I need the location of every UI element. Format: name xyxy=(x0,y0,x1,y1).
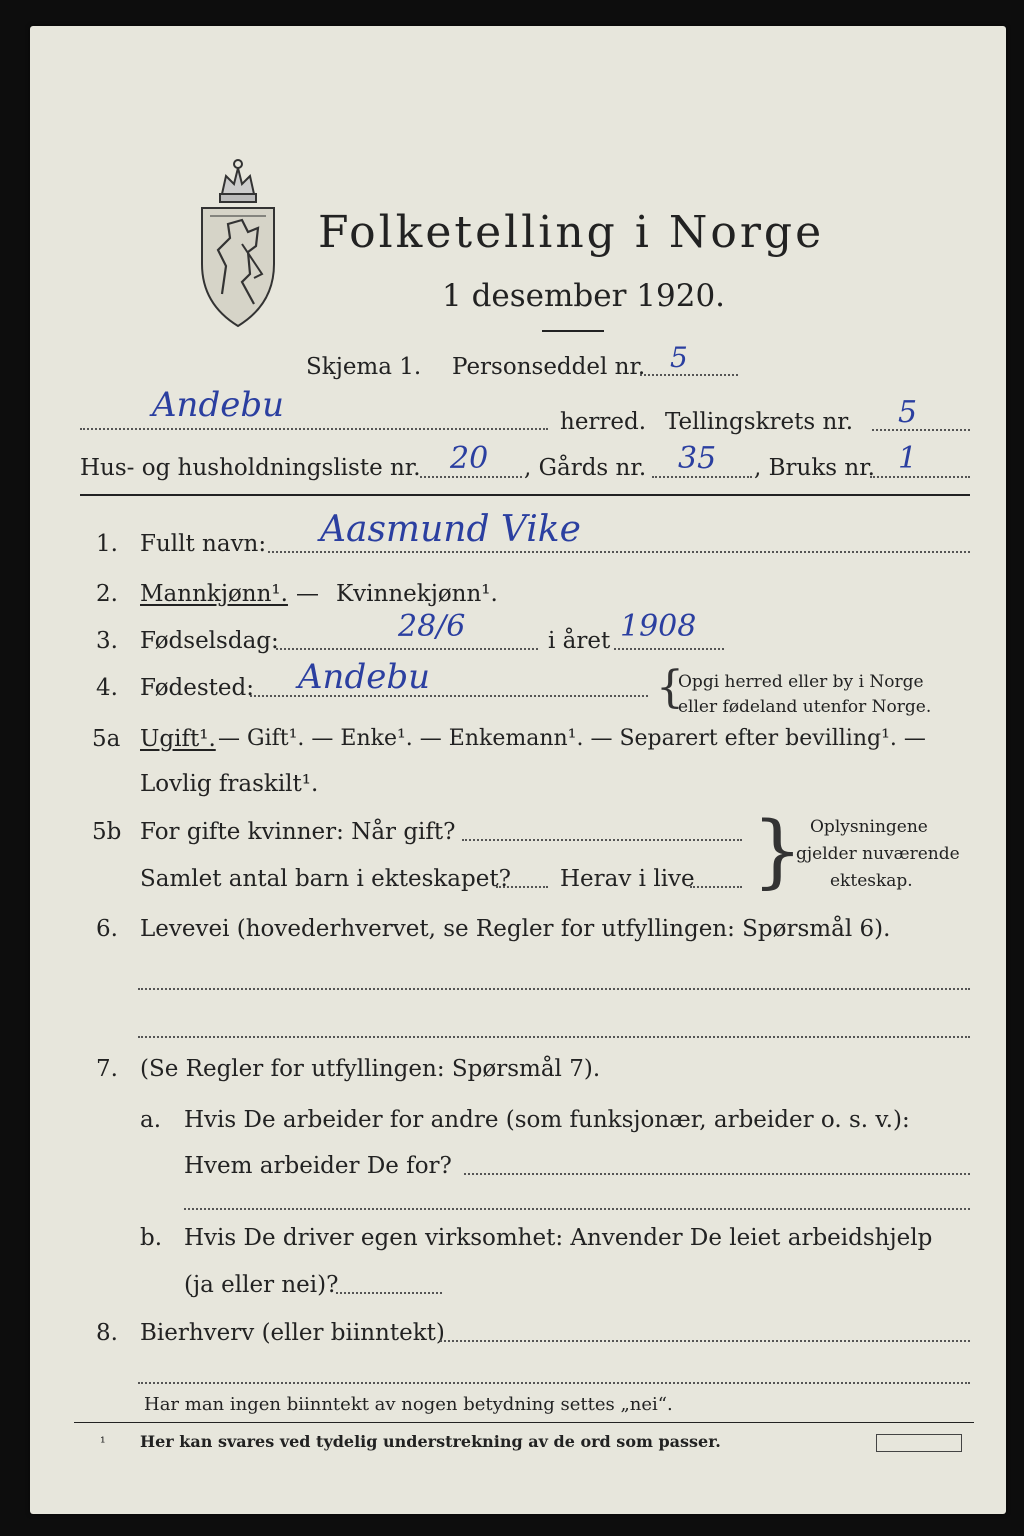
q3-year-line xyxy=(614,648,724,650)
q5a-options: — Gift¹. — Enke¹. — Enkemann¹. — Separert efter bevilling¹. — xyxy=(218,726,926,751)
q3-year-label: i året xyxy=(548,628,611,654)
bruks-line xyxy=(870,476,970,478)
q3-label: Fødselsdag: xyxy=(140,628,279,654)
q5b-note2: gjelder nuværende xyxy=(796,844,960,864)
q7-label: (Se Regler for utfyllingen: Spørsmål 7). xyxy=(140,1056,601,1082)
q6-line2 xyxy=(138,1036,970,1038)
bruks-label: , Bruks nr. xyxy=(754,455,875,481)
schema-label: Skjema 1. xyxy=(306,354,422,380)
header-rule xyxy=(80,494,970,496)
q4-brace: { xyxy=(656,662,684,713)
form-title: Folketelling i Norge xyxy=(318,207,825,258)
q5b-number: 5b xyxy=(92,819,122,845)
q7a-line2 xyxy=(184,1208,970,1210)
footer-rule xyxy=(74,1422,974,1423)
footnote: Her kan svares ved tydelig understrekning av de ord som passer. xyxy=(140,1432,721,1451)
personseddel-label: Personseddel nr. xyxy=(452,354,646,380)
q5b-label2: Samlet antal barn i ekteskapet? xyxy=(140,866,511,892)
coat-of-arms-icon xyxy=(192,154,284,334)
gards-label: , Gårds nr. xyxy=(524,455,647,481)
q4-note-line1: Opgi herred eller by i Norge xyxy=(678,672,924,692)
herred-label: herred. xyxy=(560,409,647,435)
q7a-label: Hvis De arbeider for andre (som funksjonær, arbeider o. s. v.): xyxy=(184,1107,910,1133)
q7a-label2: Hvem arbeider De for? xyxy=(184,1153,452,1179)
printer-stamp-icon xyxy=(876,1434,962,1452)
q1-label: Fullt navn: xyxy=(140,531,267,557)
q5b-line xyxy=(462,839,742,841)
q5b-brace: } xyxy=(752,804,803,897)
q7b-label: Hvis De driver egen virksomhet: Anvender De leiet arbeidshjelp xyxy=(184,1225,933,1251)
q2-separator: — xyxy=(296,581,319,607)
personseddel-value: 5 xyxy=(670,341,688,374)
bruks-value: 1 xyxy=(898,441,918,476)
census-form xyxy=(30,26,1006,1514)
q3-number: 3. xyxy=(96,628,118,654)
q6-line1 xyxy=(138,988,970,990)
gards-value: 35 xyxy=(678,441,717,476)
tellingskrets-value: 5 xyxy=(898,395,918,430)
footer-note: Har man ingen biinntekt av nogen betydning settes „nei“. xyxy=(144,1394,673,1415)
gards-line xyxy=(652,476,752,478)
q7b-line xyxy=(336,1292,442,1294)
q3-value: 28/6 xyxy=(398,609,466,644)
q3-year-value: 1908 xyxy=(620,609,697,644)
q5b-label: For gifte kvinner: Når gift? xyxy=(140,819,456,845)
q8-line xyxy=(440,1340,970,1342)
q2-male: Mannkjønn¹. xyxy=(140,581,288,607)
q6-number: 6. xyxy=(96,916,118,942)
q5b-herav: Herav i live xyxy=(560,866,695,892)
q7-number: 7. xyxy=(96,1056,118,1082)
q1-value: Aasmund Vike xyxy=(320,509,581,550)
q5a-number: 5a xyxy=(92,726,121,752)
q4-label: Fødested: xyxy=(140,675,255,701)
q8-number: 8. xyxy=(96,1320,118,1346)
q1-number: 1. xyxy=(96,531,118,557)
q8-label: Bierhverv (eller biinntekt) xyxy=(140,1320,445,1346)
husliste-label: Hus- og husholdningsliste nr. xyxy=(80,455,421,481)
form-date: 1 desember 1920. xyxy=(442,278,726,314)
herred-value: Andebu xyxy=(152,385,284,425)
q5b-note1: Oplysningene xyxy=(810,817,928,837)
husliste-value: 20 xyxy=(450,441,489,476)
title-divider xyxy=(542,330,604,332)
q7a-letter: a. xyxy=(140,1107,162,1133)
q4-note-line2: eller fødeland utenfor Norge. xyxy=(678,697,932,717)
q1-line xyxy=(268,551,970,553)
q5a-line2: Lovlig fraskilt¹. xyxy=(140,771,319,797)
q6-label: Levevei (hovederhvervet, se Regler for utfyllingen: Spørsmål 6). xyxy=(140,916,891,942)
q7b-letter: b. xyxy=(140,1225,163,1251)
husliste-line xyxy=(420,476,522,478)
q5b-line2 xyxy=(496,886,548,888)
personseddel-line xyxy=(640,374,738,376)
q7b-label2: (ja eller nei)? xyxy=(184,1272,339,1298)
q5a-ugift: Ugift¹. xyxy=(140,726,216,752)
q8-line2 xyxy=(138,1382,970,1384)
tellingskrets-line xyxy=(872,429,970,431)
q2-number: 2. xyxy=(96,581,118,607)
footnote-mark: ¹ xyxy=(100,1435,106,1451)
q5b-note3: ekteskap. xyxy=(830,871,913,891)
q2-female: Kvinnekjønn¹. xyxy=(336,581,498,607)
tellingskrets-label: Tellingskrets nr. xyxy=(665,409,854,435)
q5b-herav-line xyxy=(690,886,742,888)
q4-number: 4. xyxy=(96,675,118,701)
q4-value: Andebu xyxy=(298,657,430,697)
herred-line xyxy=(80,428,548,430)
q3-line xyxy=(276,648,538,650)
q7a-line xyxy=(464,1173,970,1175)
